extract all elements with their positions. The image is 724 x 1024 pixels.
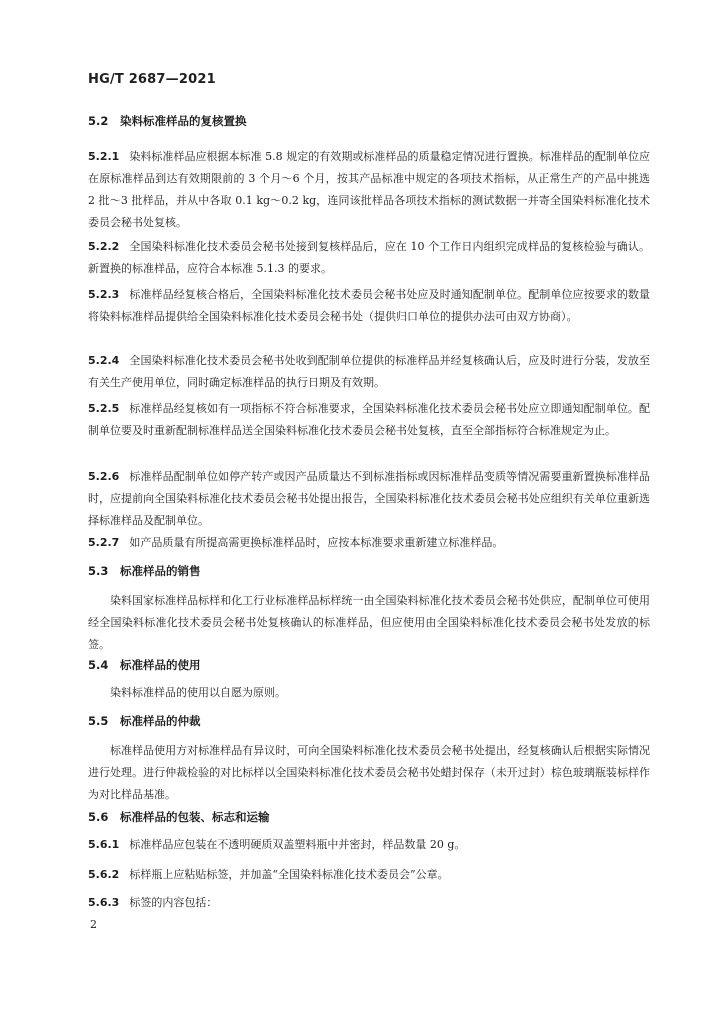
clause-5-2-5	[88, 398, 650, 442]
clause-5-2-7	[88, 532, 650, 554]
clause-number: 5.2.7	[88, 536, 120, 549]
section-title: 染料标准样品的复核置换	[120, 114, 247, 128]
clause-number: 5.2.2	[88, 240, 120, 253]
section-number: 5.3	[88, 564, 109, 578]
paragraph-text: 染料国家标准样品标样和化工行业标准样品标样统一由全国染料标准化技术委员会秘书处供应，配制单位可使用经全国染料标准化技术委员会秘书处复核确认的标准样品，但应使用由全国染料标准化技术委员会秘书处发放的标签。	[88, 594, 650, 651]
clause-text: 标准样品配制单位如停产转产或因产品质量达不到标准指标或因标准样品变质等情况需要重新置换标准样品时，应提前向全国染料标准化技术委员会秘书处提出报告，全国染料标准化技术委员会秘书处应组织有关单位重新选择标准样品及配制单位。	[88, 470, 650, 527]
section-number: 5.4	[88, 658, 109, 672]
clause-number: 5.2.3	[88, 288, 120, 301]
section-heading-5-3	[88, 562, 650, 580]
paragraph-5-3	[88, 590, 650, 656]
clause-5-2-6	[88, 466, 650, 532]
paragraph-5-5	[88, 740, 650, 806]
clause-text: 如产品质量有所提高需更换标准样品时，应按本标准要求重新建立标准样品。	[129, 536, 504, 549]
clause-text: 染料标准样品应根据本标准 5.8 规定的有效期或标准样品的质量稳定情况进行置换。标准样品的配制单位应在原标准样品到达有效期限前的 3 个月～6 个月，按其产品标准中规定的各项技术指标，从正常生产的产品中挑选 2 批～3 批样品，并从中各取 0.1 kg～0.2 kg，连同该批样品各项技术指标的测试数据一并寄全国染料标准化技术委员会秘书处复核。	[88, 150, 650, 229]
clause-5-2-1	[88, 146, 650, 234]
clause-text: 标样瓶上应粘贴标签，并加盖“全国染料标准化技术委员会”公章。	[129, 868, 449, 881]
section-title: 标准样品的仲裁	[120, 714, 201, 728]
clause-number: 5.2.6	[88, 470, 120, 483]
clause-number: 5.2.4	[88, 354, 120, 367]
section-heading-5-4	[88, 656, 650, 674]
clause-number: 5.6.2	[88, 868, 120, 881]
section-number: 5.2	[88, 114, 109, 128]
standard-code-header: HG/T 2687—2021	[88, 72, 216, 87]
section-heading-5-5	[88, 712, 650, 730]
section-number: 5.5	[88, 714, 109, 728]
clause-5-2-4	[88, 350, 650, 394]
clause-5-2-3	[88, 284, 650, 328]
clause-5-6-1	[88, 834, 650, 856]
clause-number: 5.2.1	[88, 150, 120, 163]
clause-text: 全国染料标准化技术委员会秘书处收到配制单位提供的标准样品并经复核确认后，应及时进行分装，发放至有关生产使用单位，同时确定标准样品的执行日期及有效期。	[88, 354, 650, 389]
section-number: 5.6	[88, 810, 109, 824]
clause-number: 5.6.1	[88, 838, 120, 851]
section-title: 标准样品的销售	[120, 564, 201, 578]
section-heading-5-2	[88, 112, 650, 130]
section-title: 标准样品的包装、标志和运输	[120, 810, 270, 824]
section-title: 标准样品的使用	[120, 658, 201, 672]
clause-text: 标签的内容包括：	[129, 896, 218, 909]
clause-text: 标准样品应包装在不透明硬质双盖塑料瓶中并密封，样品数量 20 g。	[129, 838, 466, 851]
clause-5-6-2	[88, 864, 650, 886]
paragraph-5-4	[88, 682, 650, 704]
section-heading-5-6	[88, 808, 650, 826]
clause-5-6-3	[88, 892, 650, 914]
clause-text: 标准样品经复核如有一项指标不符合标准要求，全国染料标准化技术委员会秘书处应立即通知配制单位。配制单位要及时重新配制标准样品送全国染料标准化技术委员会秘书处复核，直至全部指标符合标准规定为止。	[88, 402, 650, 437]
page-number: 2	[90, 918, 97, 931]
paragraph-text: 染料标准样品的使用以自愿为原则。	[110, 686, 286, 699]
clause-text: 全国染料标准化技术委员会秘书处接到复核样品后，应在 10 个工作日内组织完成样品的复核检验与确认。新置换的标准样品，应符合本标准 5.1.3 的要求。	[88, 240, 650, 275]
clause-5-2-2	[88, 236, 650, 280]
paragraph-text: 标准样品使用方对标准样品有异议时，可向全国染料标准化技术委员会秘书处提出，经复核确认后根据实际情况进行处理。进行仲裁检验的对比标样以全国染料标准化技术委员会秘书处蜡封保存（未开过封）棕色玻璃瓶装标样作为对比样品基准。	[88, 744, 650, 801]
clause-text: 标准样品经复核合格后，全国染料标准化技术委员会秘书处应及时通知配制单位。配制单位应按要求的数量将染料标准样品提供给全国染料标准化技术委员会秘书处（提供归口单位的提供办法可由双方协商）。	[88, 288, 650, 323]
clause-number: 5.6.3	[88, 896, 120, 909]
clause-number: 5.2.5	[88, 402, 120, 415]
